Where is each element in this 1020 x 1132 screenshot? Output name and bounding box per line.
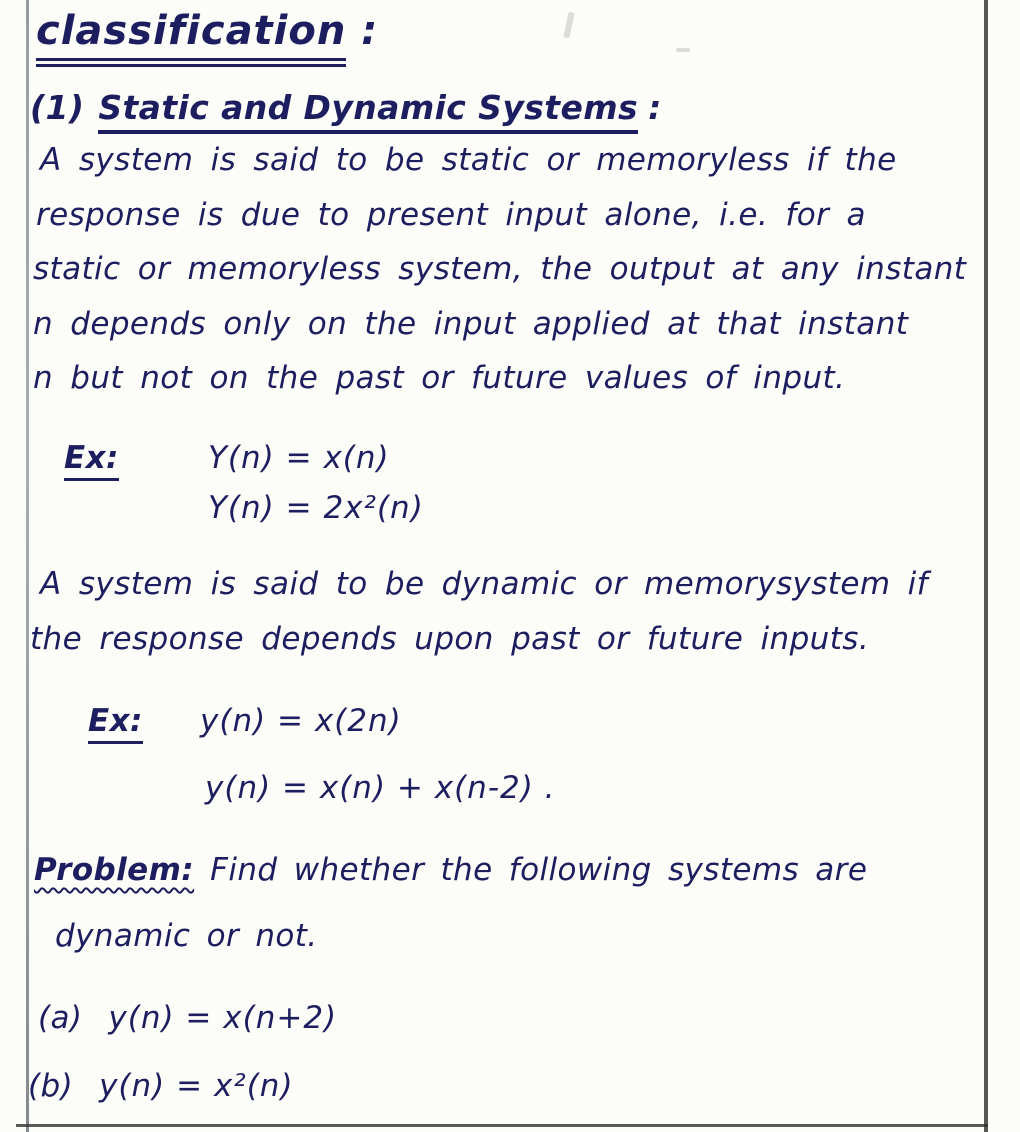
static-example-label: Ex:: [64, 440, 119, 481]
section-heading-colon: :: [648, 88, 662, 127]
section-number: (1): [30, 88, 85, 127]
static-example-equation: Y(n) = 2x²(n): [208, 490, 424, 526]
static-example-equation: Y(n) = x(n): [208, 440, 390, 476]
section-heading: [30, 88, 662, 134]
section-heading-text: Static and Dynamic Systems: [98, 88, 638, 134]
dynamic-example-label: Ex:: [88, 703, 143, 744]
problem-item-label: (a): [38, 1000, 83, 1036]
problem-item-equation: y(n) = x(n+2): [108, 1000, 338, 1036]
problem-statement: [34, 852, 867, 888]
static-example: [64, 440, 119, 481]
page-title-colon: :: [361, 8, 379, 54]
margin-rule-line: [26, 0, 29, 1132]
page-title: [36, 8, 378, 67]
dynamic-paragraph-line: A system is said to be dynamic or memorysystem if: [40, 566, 928, 602]
static-paragraph-line: n but not on the past or future values of input.: [33, 360, 846, 396]
static-paragraph-line: response is due to present input alone, i.e. for a: [36, 197, 866, 233]
problem-label: Problem:: [34, 852, 195, 888]
problem-text-line: Find whether the following systems are: [210, 852, 868, 888]
stray-pen-mark: [676, 48, 690, 52]
static-paragraph-line: static or memoryless system, the output at any instant: [33, 251, 967, 287]
problem-text-line: dynamic or not.: [55, 918, 318, 954]
static-paragraph-line: n depends only on the input applied at that instant: [33, 306, 909, 342]
problem-item: [28, 1068, 294, 1104]
page-bottom-edge: [16, 1124, 988, 1127]
dynamic-paragraph-line: the response depends upon past or future inputs.: [30, 621, 870, 657]
problem-item-label: (b): [28, 1068, 74, 1104]
page-title-word: classification: [36, 8, 346, 67]
problem-item: [38, 1000, 337, 1036]
problem-item-equation: y(n) = x²(n): [99, 1068, 294, 1104]
dynamic-example-equation: y(n) = x(n) + x(n-2) .: [205, 770, 556, 806]
dynamic-example: [88, 703, 143, 744]
static-paragraph-line: A system is said to be static or memoryless if the: [40, 142, 897, 178]
page-right-edge: [984, 0, 988, 1132]
dynamic-example-equation: y(n) = x(2n): [200, 703, 402, 739]
stray-pen-mark: [563, 12, 574, 39]
